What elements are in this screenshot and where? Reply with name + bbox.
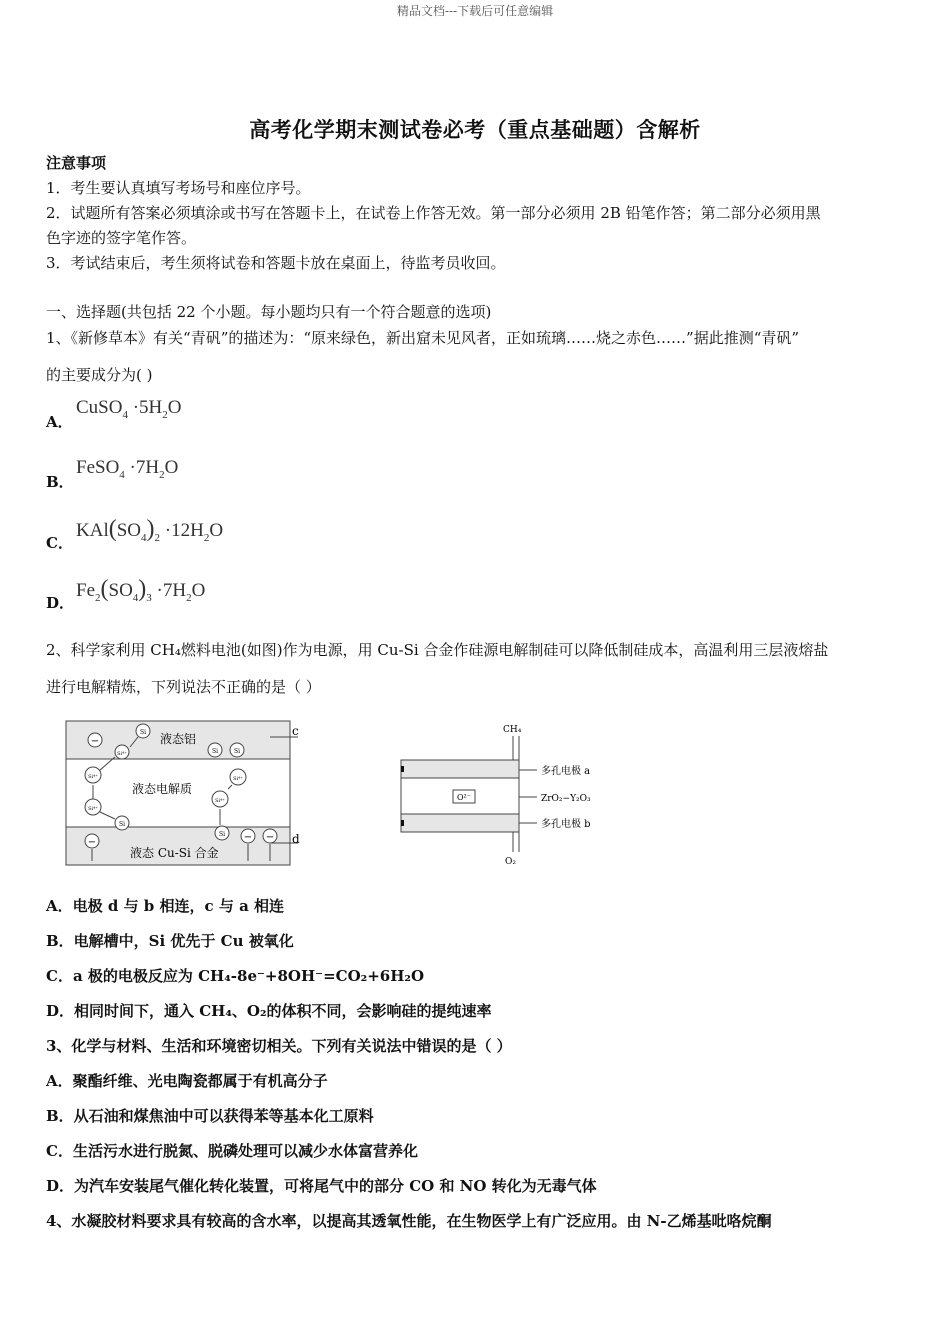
label-liquid-electrolyte: 液态电解质 [132,782,193,796]
q1-option-c-formula: $KAl(SO_4)_2 \cdot 12H_2O$ [76,516,224,544]
q1-option-a-formula: CuSO$_4$ $\cdot 5H_2O$ [76,397,182,421]
svg-text:Si: Si [218,831,226,838]
question-1-line-2: 的主要成分为( ) [46,366,153,384]
q3-option-c: C．生活污水进行脱氮、脱磷处理可以减少水体富营养化 [46,1142,418,1160]
svg-text:Si: Si [233,748,241,755]
svg-text:Si: Si [139,729,147,736]
svg-text:Si⁴⁺: Si⁴⁺ [215,798,225,804]
question-1-line-1: 1、《新修草本》有关“青矾”的描述为：“原来绿色，新出窟未见风者，正如琉璃……烧之赤色……”据此推测“青矾” [46,329,800,347]
label-oxide-ion: O²⁻ [457,793,471,802]
label-liquid-cu-si-alloy: 液态 Cu-Si 合金 [130,846,219,860]
notice-item-3: 3．考试结束后，考生须将试卷和答题卡放在桌面上，待监考员收回。 [46,254,506,272]
q3-option-d: D．为汽车安装尾气催化转化装置，可将尾气中的部分 CO 和 NO 转化为无毒气体 [46,1177,597,1195]
q2-option-b: B．电解槽中，Si 优先于 Cu 被氧化 [46,932,294,950]
question-2-line-1: 2、科学家利用 CH₄燃料电池(如图)作为电源，用 Cu-Si 合金作硅源电解制硅可以降低制硅成本，高温利用三层液熔盐 [46,641,829,659]
q1-option-c-letter: C． [46,534,73,552]
svg-text:Si: Si [118,821,126,828]
electrolysis-cell-figure [60,715,310,870]
notice-heading: 注意事项 [46,154,107,172]
svg-text:Si⁴⁺: Si⁴⁺ [88,774,98,780]
q1-option-b-formula: FeSO$_4$ $\cdot 7H_2O$ [76,457,179,481]
question-2-line-2: 进行电解精炼，下列说法不正确的是（ ） [46,678,321,696]
label-d: d [292,832,300,846]
svg-text:−: − [265,832,275,843]
svg-text:Si⁴⁺: Si⁴⁺ [233,776,243,782]
label-o2: O₂ [505,857,516,867]
notice-item-2: 2．试题所有答案必须填涂或书写在答题卡上，在试卷上作答无效。第一部分必须用 2B 铅笔作答；第二部分必须用黑 [46,204,821,222]
q3-option-a: A．聚酯纤维、光电陶瓷都属于有机高分子 [46,1072,328,1090]
question-4: 4、水凝胶材料要求具有较高的含水率，以提高其透氧性能，在生物医学上有广泛应用。由 N-乙烯基吡咯烷酮 [46,1212,772,1230]
q2-option-c: C．a 极的电极反应为 CH₄-8e⁻+8OH⁻=CO₂+6H₂O [46,967,425,985]
q3-option-b: B．从石油和煤焦油中可以获得苯等基本化工原料 [46,1107,374,1125]
label-porous-electrode-a: 多孔电极 a [541,766,591,777]
label-c: c [292,724,299,738]
svg-text:Si⁴⁺: Si⁴⁺ [88,806,98,812]
question-3: 3、化学与材料、生活和环境密切相关。下列有关说法中错误的是（ ） [46,1037,512,1055]
label-ch4: CH₄ [503,725,522,735]
header-watermark: 精品文档---下载后可任意编辑 [396,4,554,18]
svg-text:Si: Si [211,748,219,755]
q1-option-b-letter: B． [46,473,74,491]
q1-option-a-letter: A． [46,413,73,431]
notice-item-1: 1．考生要认真填写考场号和座位序号。 [46,179,311,197]
svg-text:−: − [87,837,97,848]
q2-option-d: D．相同时间下，通入 CH₄、O₂的体积不同，会影响硅的提纯速率 [46,1002,492,1020]
section-heading: 一、选择题(共包括 22 个小题。每小题均只有一个符合题意的选项) [46,303,492,321]
notice-item-2-cont: 色字迹的签字笔作答。 [46,229,197,247]
label-porous-electrode-b: 多孔电极 b [541,819,591,830]
fuel-cell-figure [395,720,615,870]
label-zro2-y2o3: ZrO₂−Y₂O₃ [541,794,591,804]
svg-text:Si⁴⁺: Si⁴⁺ [117,751,127,757]
q1-option-d-letter: D． [46,594,75,612]
q1-option-d-formula: $Fe_2(SO_4)_3 \cdot 7H_2O$ [76,576,206,604]
q2-option-a: A．电极 d 与 b 相连，c 与 a 相连 [46,897,285,915]
page-title: 高考化学期末测试卷必考（重点基础题）含解析 [249,117,701,142]
svg-text:−: − [90,736,100,747]
svg-text:−: − [243,832,253,843]
label-liquid-aluminum: 液态铝 [160,732,197,746]
